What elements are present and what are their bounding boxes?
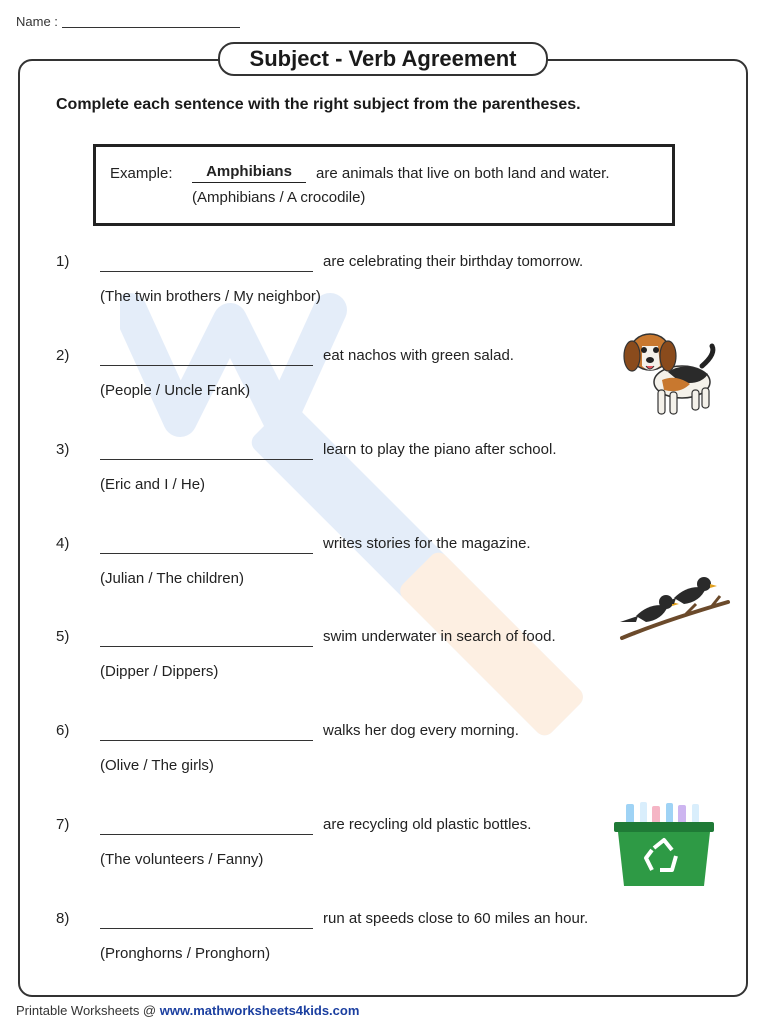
example-label: Example:	[110, 165, 173, 182]
question-number: 3)	[56, 441, 70, 458]
question-options: (People / Uncle Frank)	[100, 382, 251, 399]
answer-blank[interactable]	[100, 834, 313, 835]
question-options: (The twin brothers / My neighbor)	[100, 288, 321, 305]
footer	[16, 1003, 359, 1018]
question-options: (Olive / The girls)	[100, 757, 214, 774]
question-text: are celebrating their birthday tomorrow.	[323, 253, 584, 270]
footer-link[interactable]: www.mathworksheets4kids.com	[159, 1003, 360, 1018]
example-answer: Amphibians	[192, 163, 306, 183]
answer-blank[interactable]	[100, 365, 313, 366]
question-number: 7)	[56, 816, 70, 833]
example-box	[93, 144, 675, 226]
question-1	[0, 253, 768, 313]
question-options: (The volunteers / Fanny)	[100, 851, 264, 868]
worksheet-title: Subject - Verb Agreement	[218, 42, 548, 76]
answer-blank[interactable]	[100, 740, 313, 741]
example-sentence: are animals that live on both land and water.	[316, 165, 610, 182]
question-8	[0, 910, 768, 970]
question-text: walks her dog every morning.	[323, 722, 519, 739]
footer-prefix: Printable Worksheets @	[16, 1003, 157, 1018]
birds-on-branch-illustration	[616, 572, 734, 644]
name-field	[16, 14, 240, 29]
answer-blank[interactable]	[100, 459, 313, 460]
question-number: 5)	[56, 628, 70, 645]
question-text: run at speeds close to 60 miles an hour.	[323, 910, 589, 927]
question-number: 2)	[56, 347, 70, 364]
question-number: 6)	[56, 722, 70, 739]
question-options: (Julian / The children)	[100, 570, 244, 587]
dog-illustration	[620, 326, 720, 420]
example-options: (Amphibians / A crocodile)	[192, 189, 366, 206]
question-text: swim underwater in search of food.	[323, 628, 556, 645]
name-blank[interactable]	[62, 27, 240, 28]
answer-blank[interactable]	[100, 271, 313, 272]
question-number: 4)	[56, 535, 70, 552]
answer-blank[interactable]	[100, 928, 313, 929]
question-text: eat nachos with green salad.	[323, 347, 514, 364]
question-options: (Dipper / Dippers)	[100, 663, 219, 680]
question-text: are recycling old plastic bottles.	[323, 816, 532, 833]
question-3	[0, 441, 768, 501]
question-number: 8)	[56, 910, 70, 927]
question-options: (Pronghorns / Pronghorn)	[100, 945, 271, 962]
question-options: (Eric and I / He)	[100, 476, 206, 493]
question-text: writes stories for the magazine.	[323, 535, 531, 552]
instructions: Complete each sentence with the right subject from the parentheses.	[56, 96, 581, 113]
question-6	[0, 722, 768, 782]
recycling-bin-illustration	[612, 800, 716, 888]
name-label: Name :	[16, 14, 58, 29]
question-number: 1)	[56, 253, 70, 270]
answer-blank[interactable]	[100, 646, 313, 647]
answer-blank[interactable]	[100, 553, 313, 554]
question-text: learn to play the piano after school.	[323, 441, 557, 458]
